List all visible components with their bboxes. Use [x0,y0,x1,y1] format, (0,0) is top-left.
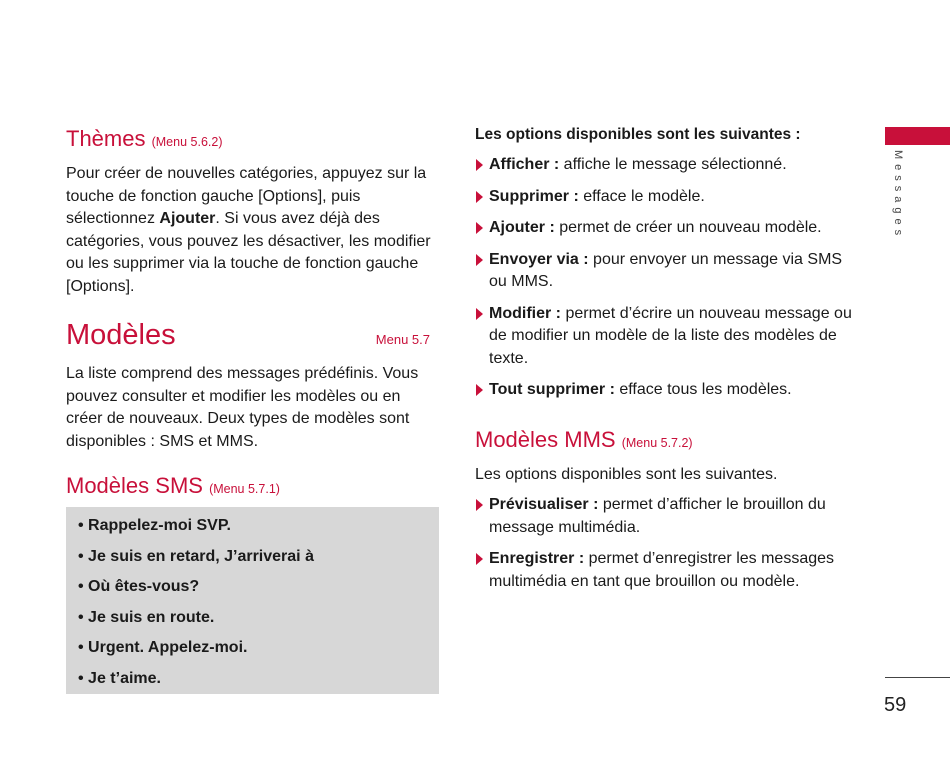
themes-text-after: . Si vous avez déjà des catégories, vous pouvez les désactiver, les modifier ou les supprimer via la touche de fonction gauche [Options]. [66,210,431,295]
option-label: Modifier : [489,304,561,322]
modeles-sms-heading [66,471,438,504]
arrow-bullet-icon [476,159,483,171]
right-column [475,124,855,602]
option-item [475,154,855,177]
option-item [475,303,855,371]
option-text: permet d’enregistrer les messages multimédia en tant que brouillon ou modèle. [489,550,835,590]
option-text: pour envoyer un message via SMS ou MMS. [489,250,843,290]
modeles-mms-menu-ref: (Menu 5.7.2) [621,435,693,450]
sms-templates-list [66,507,439,695]
section-tab-marker [885,127,950,145]
option-item [475,548,855,593]
option-item [475,494,855,539]
modeles-menu-ref: Menu 5.7 [375,332,430,347]
themes-heading [66,124,438,157]
list-item: • Je suis en route. [78,608,215,626]
modeles-heading [66,318,438,357]
modeles-sms-title: Modèles SMS [66,473,203,498]
themes-text-bold: Ajouter [159,210,216,227]
themes-text-before: Pour créer de nouvelles catégories, appuyez sur la touche de fonction gauche [Options], puis sélectionnez [66,165,427,227]
option-label: Envoyer via : [489,250,589,268]
modeles-mms-title: Modèles MMS [475,426,616,452]
arrow-bullet-icon [476,222,483,234]
option-label: Enregistrer : [489,550,585,567]
list-item: • Où êtes-vous? [78,578,200,596]
option-item [475,249,855,294]
modeles-mms-heading [475,425,855,458]
page-number: 59 [884,694,907,716]
option-item [475,186,855,209]
option-label: Afficher : [489,156,560,173]
modeles-sms-menu-ref: (Menu 5.7.1) [209,482,280,496]
list-item: • Rappelez-moi SVP. [78,517,231,534]
section-label: Messages [892,150,904,241]
option-label: Prévisualiser : [489,496,599,513]
arrow-bullet-icon [476,499,483,511]
option-text: permet de créer un nouveau modèle. [554,219,822,236]
arrow-bullet-icon [476,254,483,266]
option-text: efface tous les modèles. [614,381,792,398]
list-item: • Je suis en retard, J’arriverai à [78,547,314,565]
left-column [66,124,438,504]
option-label: Ajouter : [489,219,555,236]
modeles-title: Modèles [66,319,176,351]
sms-templates-box [66,507,439,694]
option-item [475,217,855,240]
modeles-paragraph: La liste comprend des messages prédéfinis. Vous pouvez consulter et modifier les modèles ou en créer de nouveaux. Deux types de modèles sont disponibles : SMS et MMS. [66,365,419,450]
option-text: permet d’écrire un nouveau message ou de modifier un modèle de la liste des modèles de texte. [489,304,852,367]
option-label: Supprimer : [489,187,579,205]
option-text: permet d’afficher le brouillon du message multimédia. [489,496,826,536]
themes-title: Thèmes [66,126,146,151]
option-item [475,379,855,402]
option-text: efface le modèle. [578,187,705,205]
arrow-bullet-icon [476,384,483,396]
arrow-bullet-icon [476,553,483,565]
list-item: • Urgent. Appelez-moi. [78,639,248,657]
arrow-bullet-icon [476,308,483,320]
page-divider [885,677,950,678]
modeles-mms-intro: Les options disponibles sont les suivantes. [475,465,778,483]
arrow-bullet-icon [476,191,483,203]
option-label: Tout supprimer : [489,381,615,398]
themes-paragraph [66,163,438,298]
options-heading: Les options disponibles sont les suivantes : [475,126,801,143]
option-text: affiche le message sélectionné. [559,156,787,173]
themes-menu-ref: (Menu 5.6.2) [151,135,223,149]
list-item: • Je t’aime. [78,669,161,687]
